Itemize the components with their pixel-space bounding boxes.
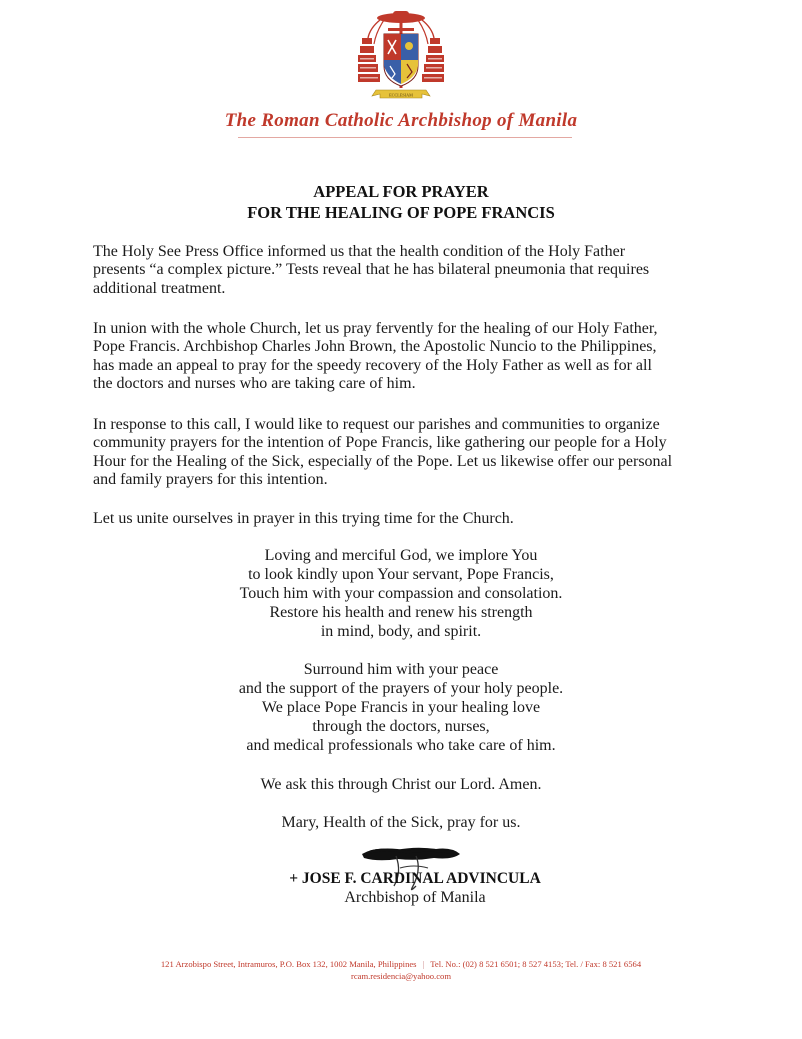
prayer-stanza-2 (0, 660, 802, 755)
footer-email[interactable]: rcam.residencia@yahoo.com (350, 971, 452, 981)
paragraph-line: Pope Francis. Archbishop Charles John Brown, the Apostolic Nuncio to the Philippines, (93, 338, 657, 356)
prayer-line: to look kindly upon Your servant, Pope Francis, (248, 566, 554, 583)
signatory-title: Archbishop of Manila (344, 889, 486, 906)
paragraph-line: presents “a complex picture.” Tests reveal that he has bilateral pneumonia that requires (93, 261, 650, 279)
paragraph-line: In union with the whole Church, let us pray fervently for the healing of our Holy Father, (93, 320, 658, 337)
prayer-line: and medical professionals who take care of him. (246, 737, 556, 754)
footer-email-line (0, 971, 802, 981)
paragraph-4 (93, 510, 709, 528)
footer-phones: Tel. No.: (02) 8 521 6501; 8 527 4153; Tel. / Fax: 8 521 6564 (430, 959, 642, 969)
prayer-line: Loving and merciful God, we implore You (264, 547, 538, 564)
paragraph-3 (93, 416, 709, 489)
paragraph-line: The Holy See Press Office informed us that the health condition of the Holy Father (93, 243, 626, 260)
prayer-line: in mind, body, and spirit. (320, 623, 482, 640)
signatory-name: + JOSE F. CARDINAL ADVINCULA (289, 870, 541, 887)
invocation-line: Mary, Health of the Sick, pray for us. (281, 814, 521, 831)
crest-motto: ECCLESIAM (389, 92, 413, 98)
prayer-closing-line: We ask this through Christ our Lord. Amen. (260, 776, 542, 793)
document-title (0, 181, 802, 223)
prayer-line: and the support of the prayers of your holy people. (238, 680, 564, 697)
paragraph-line: In response to this call, I would like to request our parishes and communities to organize (93, 416, 660, 433)
prayer-closing (0, 775, 802, 794)
prayer-line: Restore his health and renew his strength (269, 604, 533, 621)
footer-contact (0, 959, 802, 969)
paragraph-line: Let us unite ourselves in prayer in this trying time for the Church. (93, 510, 514, 527)
letterhead-title: The Roman Catholic Archbishop of Manila (224, 110, 578, 131)
prayer-invocation (0, 813, 802, 832)
paragraph-2 (93, 320, 709, 393)
footer-address: 121 Arzobispo Street, Intramuros, P.O. Box 132, 1002 Manila, Philippines (160, 959, 417, 969)
paragraph-line: additional treatment. (93, 279, 226, 297)
paragraph-line: community prayers for the intention of Pope Francis, like gathering our people for a Holy (93, 434, 667, 452)
prayer-line: We place Pope Francis in your healing love (261, 699, 541, 716)
paragraph-line: Hour for the Healing of the Sick, especially of the Pope. Let us likewise offer our personal (93, 452, 673, 470)
paragraph-1 (93, 243, 709, 298)
letterhead-divider (238, 137, 572, 138)
footer-separator: | (422, 959, 425, 969)
prayer-stanza-1 (0, 546, 802, 641)
coat-of-arms-icon (358, 8, 444, 102)
paragraph-line: the doctors and nurses who are taking care of him. (93, 374, 416, 392)
prayer-line: Surround him with your peace (303, 661, 499, 678)
document-title-line-2: FOR THE HEALING OF POPE FRANCIS (247, 203, 555, 222)
paragraph-line: has made an appeal to pray for the speedy recovery of the Holy Father as well as for all (93, 356, 652, 374)
prayer-line: through the doctors, nurses, (312, 718, 490, 735)
document-title-line-1: APPEAL FOR PRAYER (313, 182, 489, 201)
paragraph-line: and family prayers for this intention. (93, 470, 328, 488)
prayer-line: Touch him with your compassion and consolation. (239, 585, 563, 602)
